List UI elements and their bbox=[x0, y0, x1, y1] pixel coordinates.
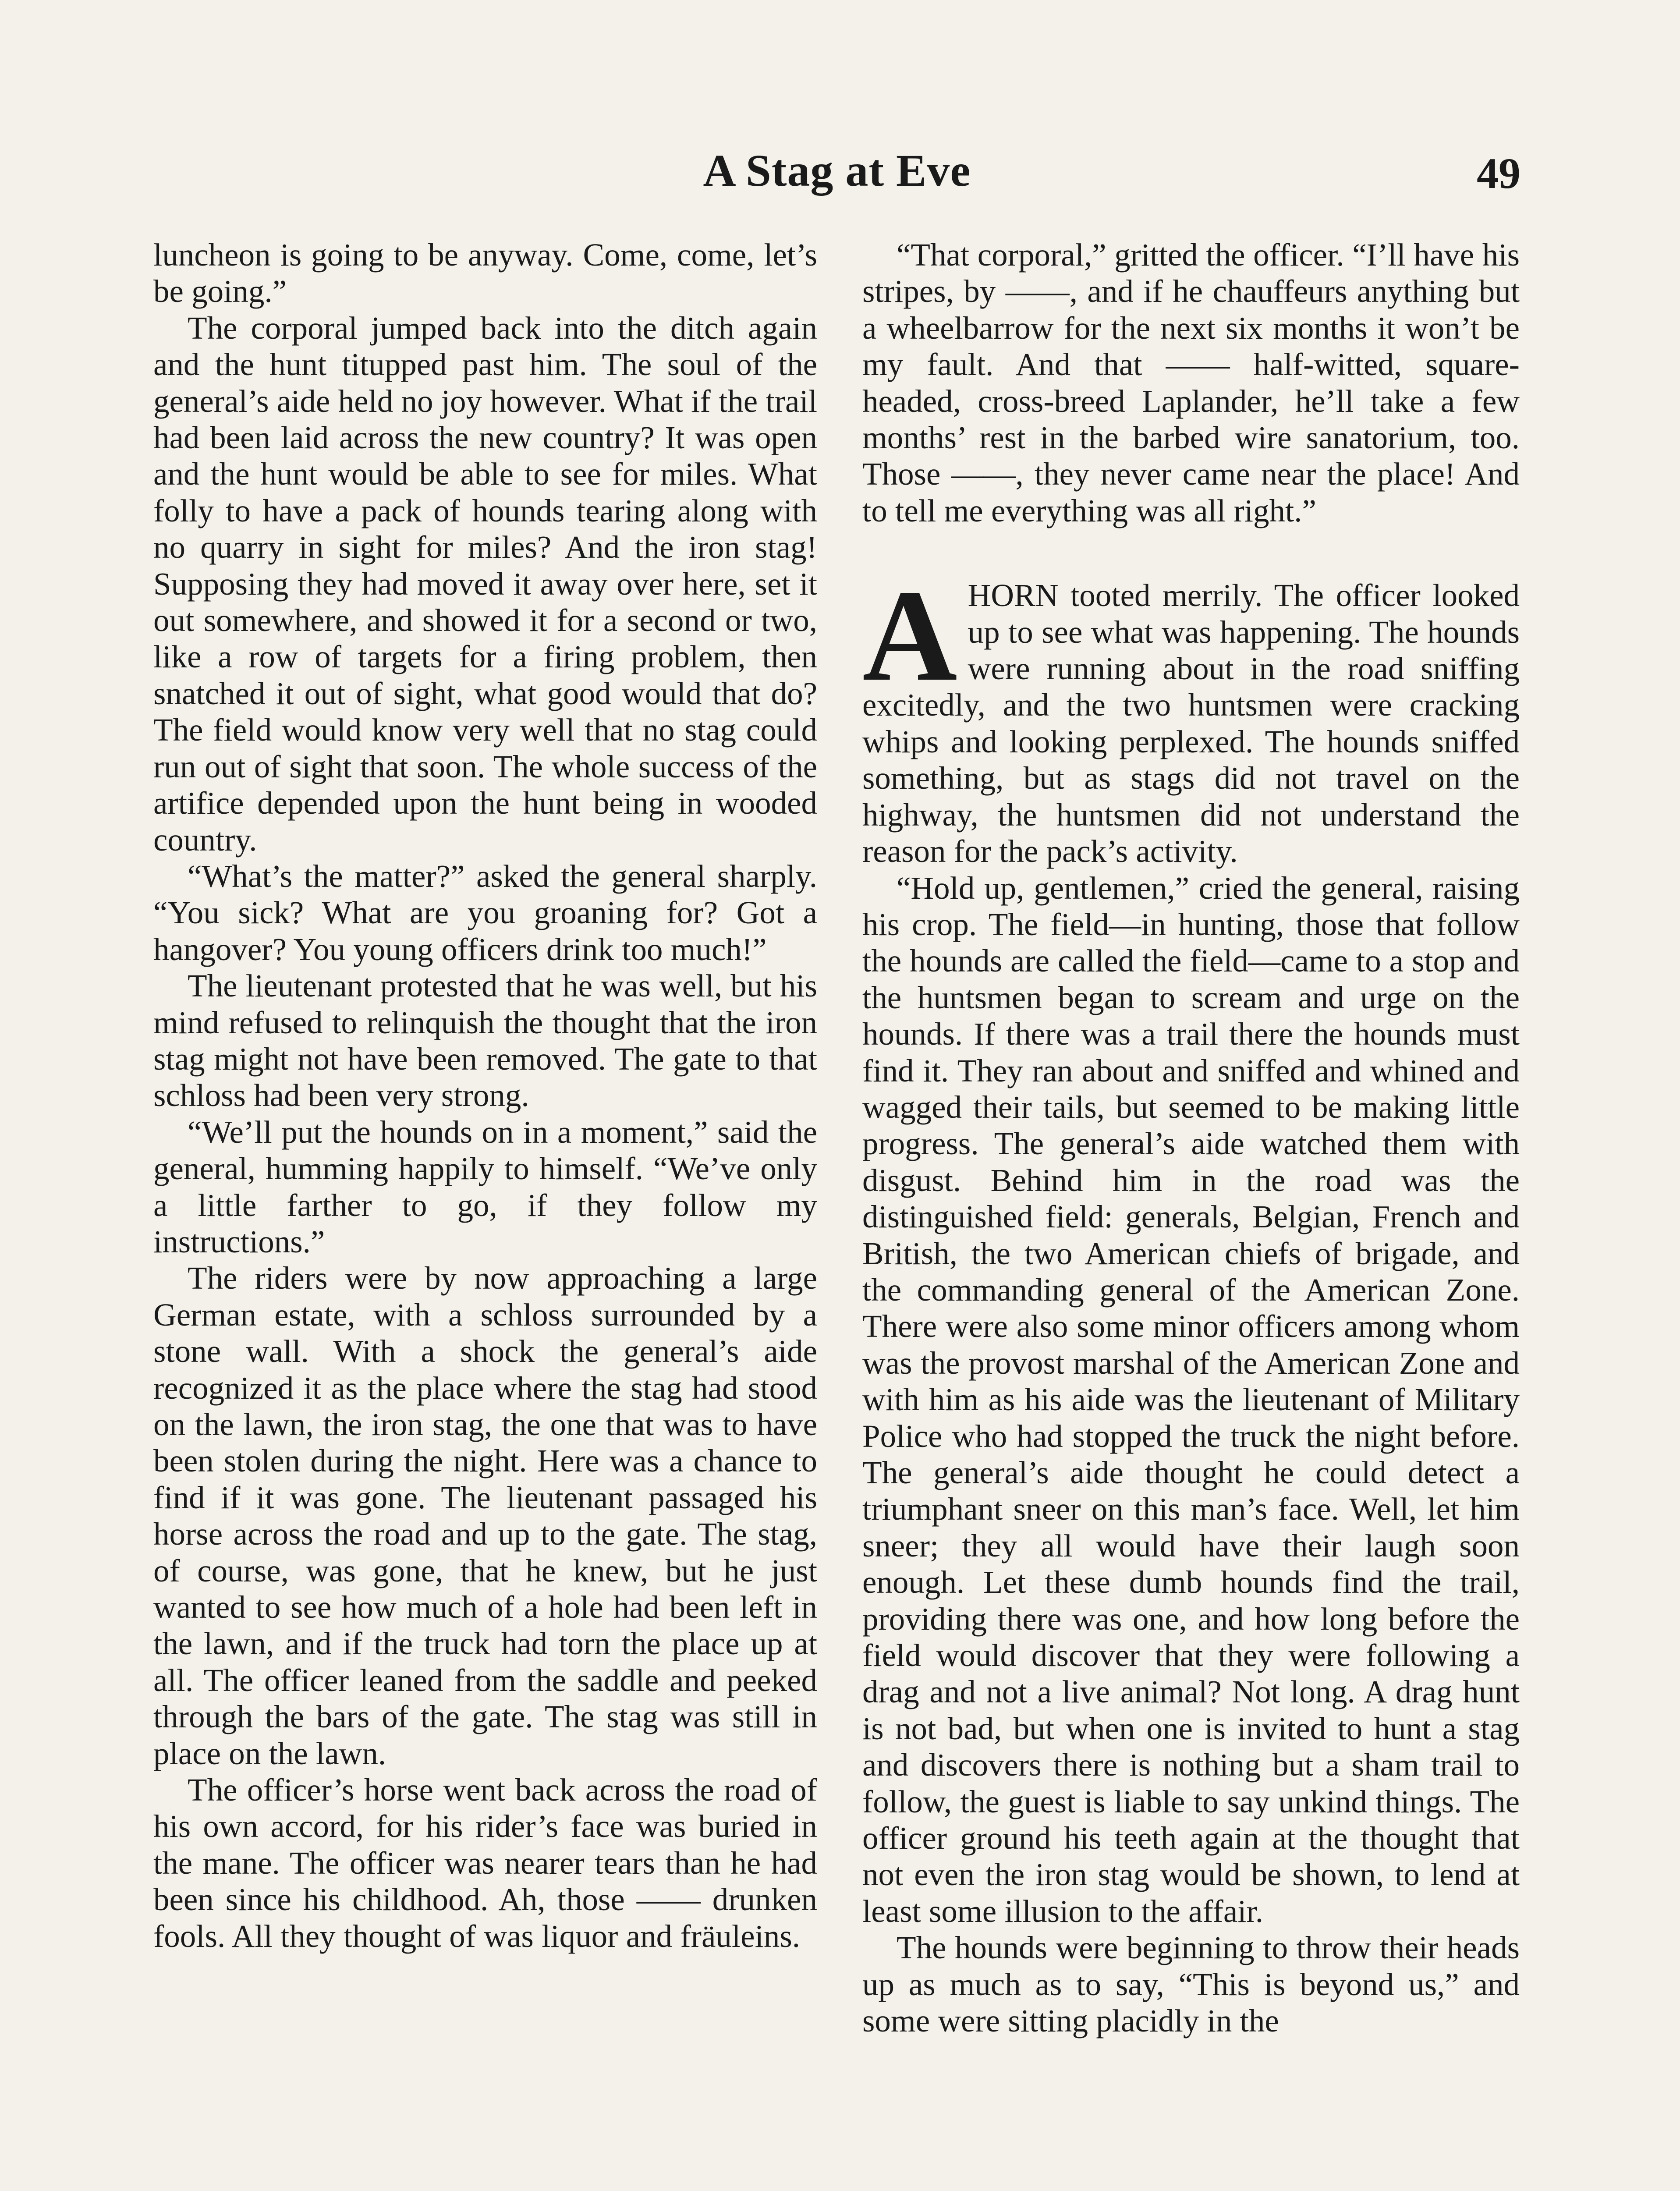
paragraph-text: HORN tooted merrily. The officer looked up to see what was happening. The hounds were running about in the road sniffing excitedly, and the two huntsmen were cracking whips and looking perplexed. The hounds sniffed something, but as stags did not travel on the highway, the huntsmen did not understand the reason for the pack’s activity. bbox=[862, 578, 1520, 869]
section-break bbox=[862, 529, 1520, 577]
paragraph: “That corporal,” gritted the officer. “I’ll have his stripes, by ——, and if he chauffeurs anything but a wheelbarrow for the next six months it won’t be my fault. And that —— half-witted, square-headed, cross-breed Laplander, he’ll take a few months’ rest in the barbed wire sanatorium, too. Those ——, they never came near the place! And to tell me everything was all right.” bbox=[862, 237, 1520, 528]
paragraph: The riders were by now approaching a large German estate, with a schloss surrounded by a stone wall. With a shock the general’s aide recognized it as the place where the stag had stood on the lawn, the iron stag, the one that was to have been stolen during the night. Here was a chance to find if it was gone. The lieutenant passaged his horse across the road and up to the gate. The stag, of course, was gone, that he knew, but he just wanted to see how much of a hole had been left in the lawn, and if the truck had torn the place up at all. The officer leaned from the saddle and peeked through the bars of the gate. The stag was still in place on the lawn. bbox=[153, 1260, 817, 1771]
paragraph: The lieutenant protested that he was well, but his mind refused to relinquish the thought that the iron stag might not have been removed. The gate to that schloss had been very strong. bbox=[153, 968, 817, 1113]
paragraph: luncheon is going to be anyway. Come, come, let’s be going.” bbox=[153, 237, 817, 309]
page-title: A Stag at Eve bbox=[703, 145, 971, 196]
drop-cap: A bbox=[862, 563, 957, 709]
dropcap-paragraph bbox=[862, 563, 1520, 869]
paragraph: The hounds were beginning to throw their heads up as much as to say, “This is beyond us,” and some were sitting placidly in the bbox=[862, 1930, 1520, 2039]
left-column bbox=[153, 237, 817, 1954]
running-header bbox=[153, 145, 1521, 206]
page-number: 49 bbox=[1477, 149, 1521, 198]
paragraph: The corporal jumped back into the ditch again and the hunt titupped past him. The soul of the general’s aide held no joy however. What if the trail had been laid across the new country? It was open and the hunt would be able to see for miles. What folly to have a pack of hounds tearing along with no quarry in sight for miles? And the iron stag! Supposing they had moved it away over here, set it out somewhere, and showed it for a second or two, like a row of targets for a firing problem, then snatched it out of sight, what good would that do? The field would know very well that no stag could run out of sight that soon. The whole success of the artifice depended upon the hunt being in wooded country. bbox=[153, 310, 817, 858]
paragraph: “What’s the matter?” asked the general sharply. “You sick? What are you groaning for? Got a hangover? You young officers drink too much!” bbox=[153, 858, 817, 967]
paragraph: “We’ll put the hounds on in a moment,” said the general, humming happily to himself. “We’ve only a little farther to go, if they follow my instructions.” bbox=[153, 1114, 817, 1259]
paragraph: “Hold up, gentlemen,” cried the general, raising his crop. The field—in hunting, those that follow the hounds are called the field—came to a stop and the huntsmen began to scream and urge on the hounds. If there was a trail there the hounds must find it. They ran about and sniffed and whined and wagged their tails, but seemed to be making little progress. The general’s aide watched them with disgust. Behind him in the road was the distinguished field: generals, Belgian, French and British, the two American chiefs of brigade, and the commanding general of the American Zone. There were also some minor officers among whom was the provost marshal of the American Zone and with him as his aide was the lieutenant of Military Police who had stopped the truck the night before. The general’s aide thought he could detect a triumphant sneer on this man’s face. Well, let him sneer; they all would have their laugh soon enough. Let these dumb hounds find the trail, providing there was one, and how long before the field would discover that they were following a drag and not a live animal? Not long. A drag hunt is not bad, but when one is invited to hunt a stag and discovers there is nothing but a sham trail to follow, the guest is liable to say unkind things. The officer ground his teeth again at the thought that not even the iron stag would be shown, to lend at least some illusion to the affair. bbox=[862, 870, 1520, 1929]
right-column bbox=[862, 237, 1520, 2039]
paragraph: The officer’s horse went back across the road of his own accord, for his rider’s face was buried in the mane. The officer was nearer tears than he had been since his childhood. Ah, those —— drunken fools. All they thought of was liquor and fräuleins. bbox=[153, 1772, 817, 1954]
